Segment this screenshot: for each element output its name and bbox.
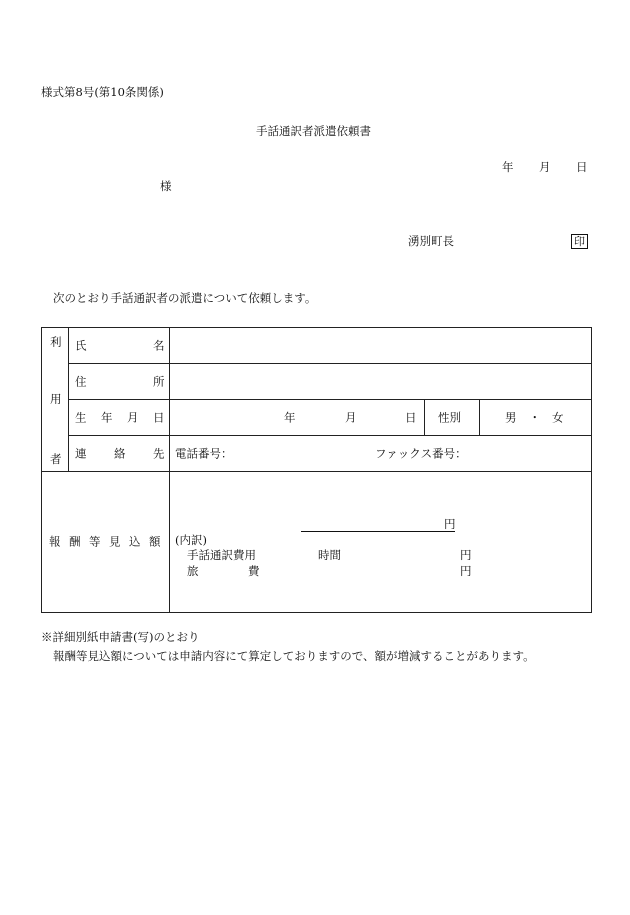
fax-label: ファックス番号： — [375, 445, 467, 460]
contact-field[interactable] — [170, 436, 592, 472]
phone-label: 電話番号： — [175, 445, 233, 460]
name-label-cell — [69, 328, 170, 364]
fee-total-unit: 円 — [444, 517, 456, 531]
note-fee-disclaimer: 報酬等見込額については申請内容にて算定しておりますので、額が増減することがあります。 — [53, 649, 535, 663]
interp-fee-label: 手話通訳費用 — [187, 548, 256, 562]
birth-label-char-3: 月 — [127, 409, 139, 424]
issuer-label: 湧別町長 — [408, 234, 454, 248]
fee-label-char-6: 額 — [149, 534, 161, 549]
addressee-suffix: 様 — [160, 179, 172, 193]
user-group-char-1: 利 — [50, 334, 62, 349]
address-label-char-2: 所 — [153, 373, 165, 388]
user-group-cell — [42, 328, 69, 472]
date-day-label: 日 — [576, 160, 588, 174]
birth-label-cell — [69, 400, 170, 436]
intro-text: 次のとおり手話通訳者の派遣について依頼します。 — [53, 291, 317, 305]
fee-label-char-5: 込 — [129, 534, 141, 549]
fee-label-cell — [42, 472, 170, 613]
contact-label-char-3: 先 — [153, 445, 165, 460]
fee-field[interactable] — [170, 472, 592, 613]
birth-label-char-2: 年 — [101, 409, 113, 424]
hours-label: 時間 — [318, 548, 341, 562]
contact-label-char-2: 絡 — [114, 445, 126, 460]
user-group-char-3: 者 — [50, 451, 62, 466]
gender-label: 性別 — [438, 409, 461, 424]
birth-month-label: 月 — [345, 409, 357, 424]
fee-label-char-3: 等 — [89, 534, 101, 549]
birth-label-char-4: 日 — [153, 409, 165, 424]
name-label-char-1: 氏 — [75, 337, 87, 352]
note-detail: ※詳細別紙申請書(写)のとおり — [41, 630, 200, 644]
fee-total-underline — [301, 531, 455, 532]
contact-label-char-1: 連 — [75, 445, 87, 460]
travel-label-char-1: 旅 — [187, 564, 199, 578]
address-label-cell — [69, 364, 170, 400]
breakdown-label: (内訳) — [175, 533, 207, 547]
name-field[interactable] — [170, 328, 592, 364]
interp-fee-unit: 円 — [460, 548, 472, 562]
address-field[interactable] — [170, 364, 592, 400]
user-group-char-2: 用 — [50, 391, 62, 406]
date-month-label: 月 — [539, 160, 551, 174]
fee-label-char-4: 見 — [109, 534, 121, 549]
gender-separator: ・ — [529, 409, 541, 424]
gender-option-male[interactable]: 男 — [505, 409, 517, 424]
birth-label-char-1: 生 — [75, 409, 87, 424]
request-form-table — [41, 327, 592, 613]
birth-date-field[interactable] — [170, 400, 425, 436]
address-label-char-1: 住 — [75, 373, 87, 388]
gender-label-cell — [425, 400, 480, 436]
travel-unit: 円 — [460, 564, 472, 578]
gender-field[interactable] — [480, 400, 592, 436]
fee-label-char-2: 酬 — [69, 534, 81, 549]
date-year-label: 年 — [502, 160, 514, 174]
document-title: 手話通訳者派遣依頼書 — [256, 124, 371, 138]
gender-option-female[interactable]: 女 — [552, 409, 564, 424]
seal-mark: 印 — [571, 234, 588, 249]
contact-label-cell — [69, 436, 170, 472]
birth-day-label: 日 — [405, 409, 417, 424]
birth-year-label: 年 — [284, 409, 296, 424]
name-label-char-2: 名 — [153, 337, 165, 352]
fee-label-char-1: 報 — [49, 534, 61, 549]
form-number: 様式第8号(第10条関係) — [41, 85, 164, 99]
travel-label-char-2: 費 — [248, 564, 260, 578]
